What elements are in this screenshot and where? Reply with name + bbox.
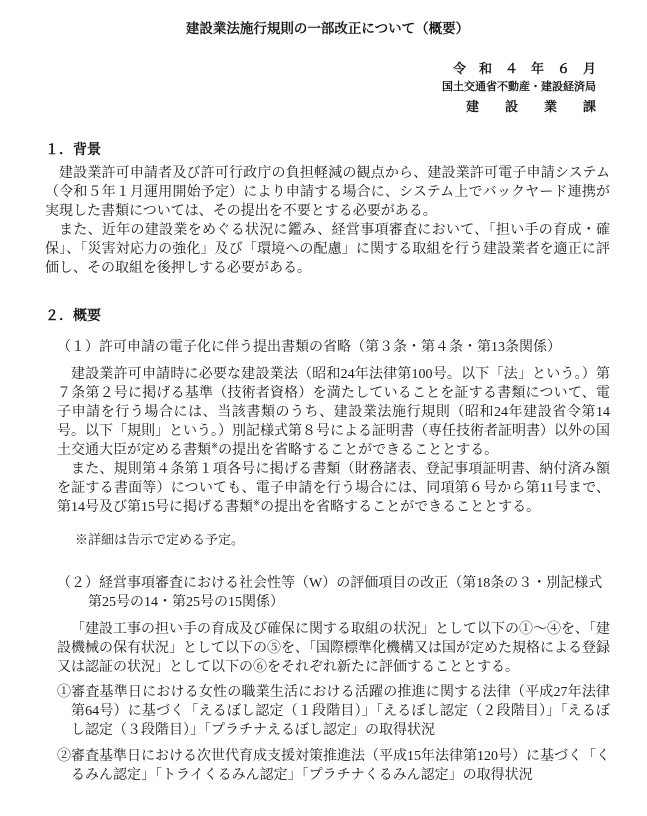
- subsection-1-footnote: ※詳細は告示で定める予定。: [75, 532, 245, 547]
- subsection-1: [57, 338, 610, 549]
- section-1-paragraph-1: 建設業許可申請者及び許可行政庁の負担軽減の観点から、建設業許可電子申請システム（令和５年１月運用開始予定）により申請する場合に、システム上でバックヤード連携が実現した書類については、その提出を不要とする必要がある。: [45, 166, 610, 219]
- list-item-2-marker: ②: [57, 749, 71, 764]
- footnote-marker: ※: [253, 497, 261, 508]
- section-1-paragraph-2: また、近年の建設業をめぐる状況に鑑み、経営事項審査において、「担い手の育成・確保」、「災害対応力の強化」及び「環境への配慮」に関する取組を行う建設業者を適正に評価し、その取組を後押しする必要がある。: [45, 223, 610, 276]
- list-item-2-text: 審査基準日における次世代育成支援対策推進法（平成15年法律第120号）に基づく「くるみん認定」「トライくるみん認定」「プラチナくるみん認定」の取得状況: [71, 749, 610, 783]
- subsection-2-paragraph: 「建設工事の担い手の育成及び確保に関する取組の状況」として以下の①～④を、「建設機械の保有状況」として以下の⑤を、「国際標準化機構又は国が定めた規格による登録又は認証の状況」として以下の⑥をそれぞれ新たに評価することとする。: [57, 622, 610, 675]
- section-1-body: [45, 164, 610, 278]
- subsection-1-body: [57, 365, 610, 517]
- subsection-1-heading: （１）許可申請の電子化に伴う提出書類の省略（第３条・第４条・第13条関係）: [57, 340, 561, 355]
- paragraph-text: の提出を省略することができることとする。: [218, 443, 499, 458]
- subsection-1-paragraph-2: [57, 460, 610, 517]
- issuing-division: 建 設 業 課: [465, 99, 596, 114]
- subsection-2: [57, 574, 610, 785]
- section-2-heading: ２．概要: [45, 307, 101, 323]
- list-item-2: [57, 747, 610, 785]
- list-item-1-marker: ①: [57, 685, 72, 700]
- list-item-1-text: 審査基準日における女性の職業生活における活躍の推進に関する法律（平成27年法律第64号）に基づく「えるぼし認定（１段階目）」「えるぼし認定（２段階目）」「えるぼし認定（３段階目）」「プラチナえるぼし認定」の取得状況: [71, 685, 611, 738]
- paragraph-text: また、規則第４条第１項各号に掲げる書類（財務諸表、登記事項証明書、納付済み額を証する書面等）についても、電子申請を行う場合には、同項第６号から第11号まで、第14号及び第15号に掲げる書類: [57, 462, 610, 515]
- subsection-2-heading: （２）経営事項審査における社会性等（W）の評価項目の改正（第18条の３・別記様式第25号の14・第25号の15関係）: [57, 576, 603, 610]
- issue-date: 令 和 ４ 年 ６ 月: [452, 61, 596, 76]
- section-1-heading: １．背景: [45, 141, 101, 157]
- list-item-1: [57, 683, 610, 740]
- footnote-marker: ※: [211, 440, 219, 451]
- document-header-block: [45, 59, 596, 116]
- paragraph-text: の提出を省略することができることとする。: [260, 500, 541, 515]
- document-title: 建設業法施行規則の一部改正について（概要）: [185, 21, 470, 36]
- paragraph-text: 建設業許可申請時に必要な建設業法（昭和24年法律第100号。以下「法」という。）第７条第２号に掲げる基準（技術者資格）を満たしていることを証する書類について、電子申請を行う場合には、当該書類のうち、建設業法施行規則（昭和24年建設省令第14号。以下「規則」という。）別記様式第８号による証明書（専任技術者証明書）以外の国土交通大臣が定める書類: [57, 367, 610, 458]
- subsection-1-paragraph-1: [57, 365, 610, 460]
- issuing-bureau: 国土交通省不動産・建設経済局: [442, 81, 596, 93]
